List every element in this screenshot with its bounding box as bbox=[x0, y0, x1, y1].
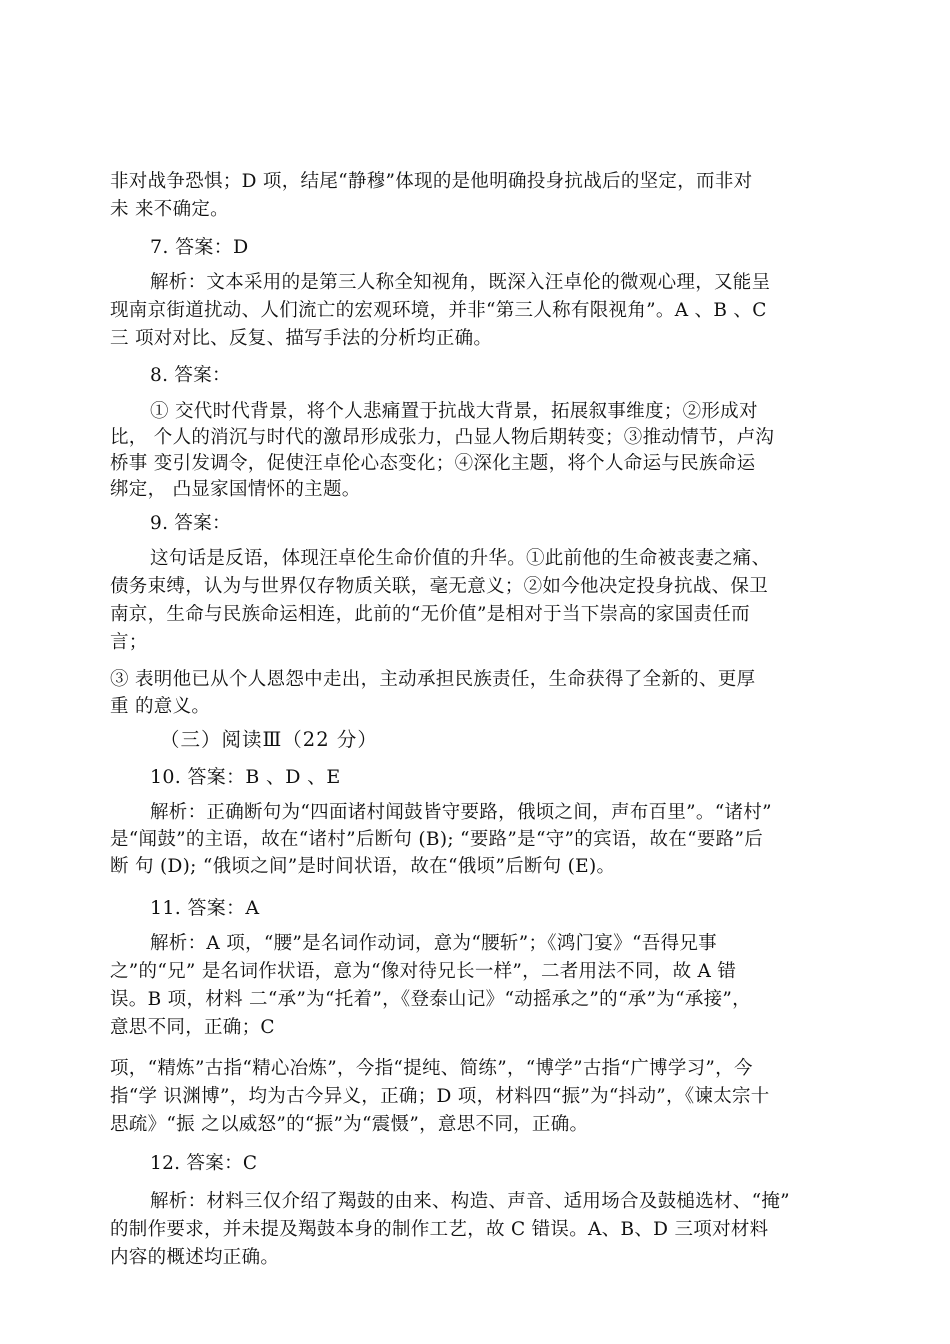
text-line: 比， 个人的消沉与时代的激昂形成张力，凸显人物后期转变；③推动情节，卢沟 bbox=[110, 427, 775, 448]
text-line: 之”的“兄” 是名词作状语，意为“像对待兄长一样”，二者用法不同，故 A 错 bbox=[110, 961, 737, 982]
text-line: 桥事 变引发调令，促使汪卓伦心态变化；④深化主题，将个人命运与民族命运 bbox=[110, 453, 756, 474]
text-line: 南京，生命与民族命运相连，此前的“无价值”是相对于当下崇高的家国责任而 bbox=[110, 604, 750, 625]
answer-heading-7: 7. 答案：D bbox=[150, 236, 249, 258]
text-line: 重 的意义。 bbox=[110, 696, 211, 717]
text-line: 解析：正确断句为“四面诸村闻鼓皆守要路，俄顷之间，声布百里”。“诸村” bbox=[150, 802, 772, 823]
text-line: 这句话是反语，体现汪卓伦生命价值的升华。①此前他的生命被丧妻之痛、 bbox=[150, 548, 771, 569]
text-line: 是“闻鼓”的主语，故在“诸村”后断句 (B); “要路”是“守”的宾语，故在“要路”后 bbox=[110, 829, 764, 850]
text-line: 指“学 识渊博”，均为古今异义，正确；D 项，材料四“振”为“抖动”，《谏太宗十 bbox=[110, 1086, 770, 1107]
text-line: 项，“精炼”古指“精心冶炼”，今指“提纯、简练”，“博学”古指“广博学习”，今 bbox=[110, 1058, 753, 1079]
text-line: 解析：材料三仅介绍了羯鼓的由来、构造、声音、适用场合及鼓槌选材、“掩” bbox=[150, 1191, 790, 1212]
text-line: 未 来不确定。 bbox=[110, 199, 229, 220]
answer-heading-9: 9. 答案： bbox=[150, 513, 231, 534]
text-line: 的制作要求，并未提及羯鼓本身的制作工艺，故 C 错误。A、B、D 三项对材料 bbox=[110, 1219, 769, 1240]
text-line: 误。B 项，材料 二“承”为“托着”，《登泰山记》“动摇承之”的“承”为“承接”， bbox=[110, 989, 751, 1010]
answer-heading-12: 12. 答案：C bbox=[150, 1153, 258, 1174]
text-line: 断 句 (D); “俄顷之间”是时间状语，故在“俄顷”后断句 (E)。 bbox=[110, 856, 616, 877]
text-line: 解析：文本采用的是第三人称全知视角，既深入汪卓伦的微观心理，又能呈 bbox=[150, 272, 771, 293]
text-line: 内容的概述均正确。 bbox=[110, 1247, 280, 1268]
text-line: 绑定， 凸显家国情怀的主题。 bbox=[110, 479, 361, 500]
answer-heading-11: 11. 答案：A bbox=[150, 897, 260, 919]
text-line: ① 交代时代背景，将个人悲痛置于抗战大背景，拓展叙事维度；②形成对 bbox=[150, 401, 758, 422]
text-line: 债务束缚，认为与世界仅存物质关联，毫无意义；②如今他决定投身抗战、保卫 bbox=[110, 576, 769, 597]
answer-heading-8: 8. 答案： bbox=[150, 365, 231, 386]
answer-heading-10: 10. 答案：B 、D 、E bbox=[150, 766, 341, 788]
text-line: ③ 表明他已从个人恩怨中走出，主动承担民族责任，生命获得了全新的、更厚 bbox=[110, 669, 756, 690]
text-line: 现南京街道扰动、人们流亡的宏观环境，并非“第三人称有限视角”。A 、B 、C bbox=[110, 300, 767, 321]
text-line: 言； bbox=[110, 632, 148, 653]
section-heading: （三）阅读Ⅲ（22 分） bbox=[160, 728, 378, 751]
text-line: 意思不同，正确；C bbox=[110, 1017, 275, 1038]
text-line: 思疏》“振 之以威怒”的“振”为“震慑”，意思不同，正确。 bbox=[110, 1114, 589, 1135]
text-line: 三 项对对比、反复、描写手法的分析均正确。 bbox=[110, 328, 493, 349]
text-line: 解析：A 项，“腰”是名词作动词，意为“腰斩”；《鸿门宴》“吾得兄事 bbox=[150, 933, 717, 954]
text-line: 非对战争恐惧；D 项，结尾“静穆”体现的是他明确投身抗战后的坚定，而非对 bbox=[110, 171, 753, 192]
